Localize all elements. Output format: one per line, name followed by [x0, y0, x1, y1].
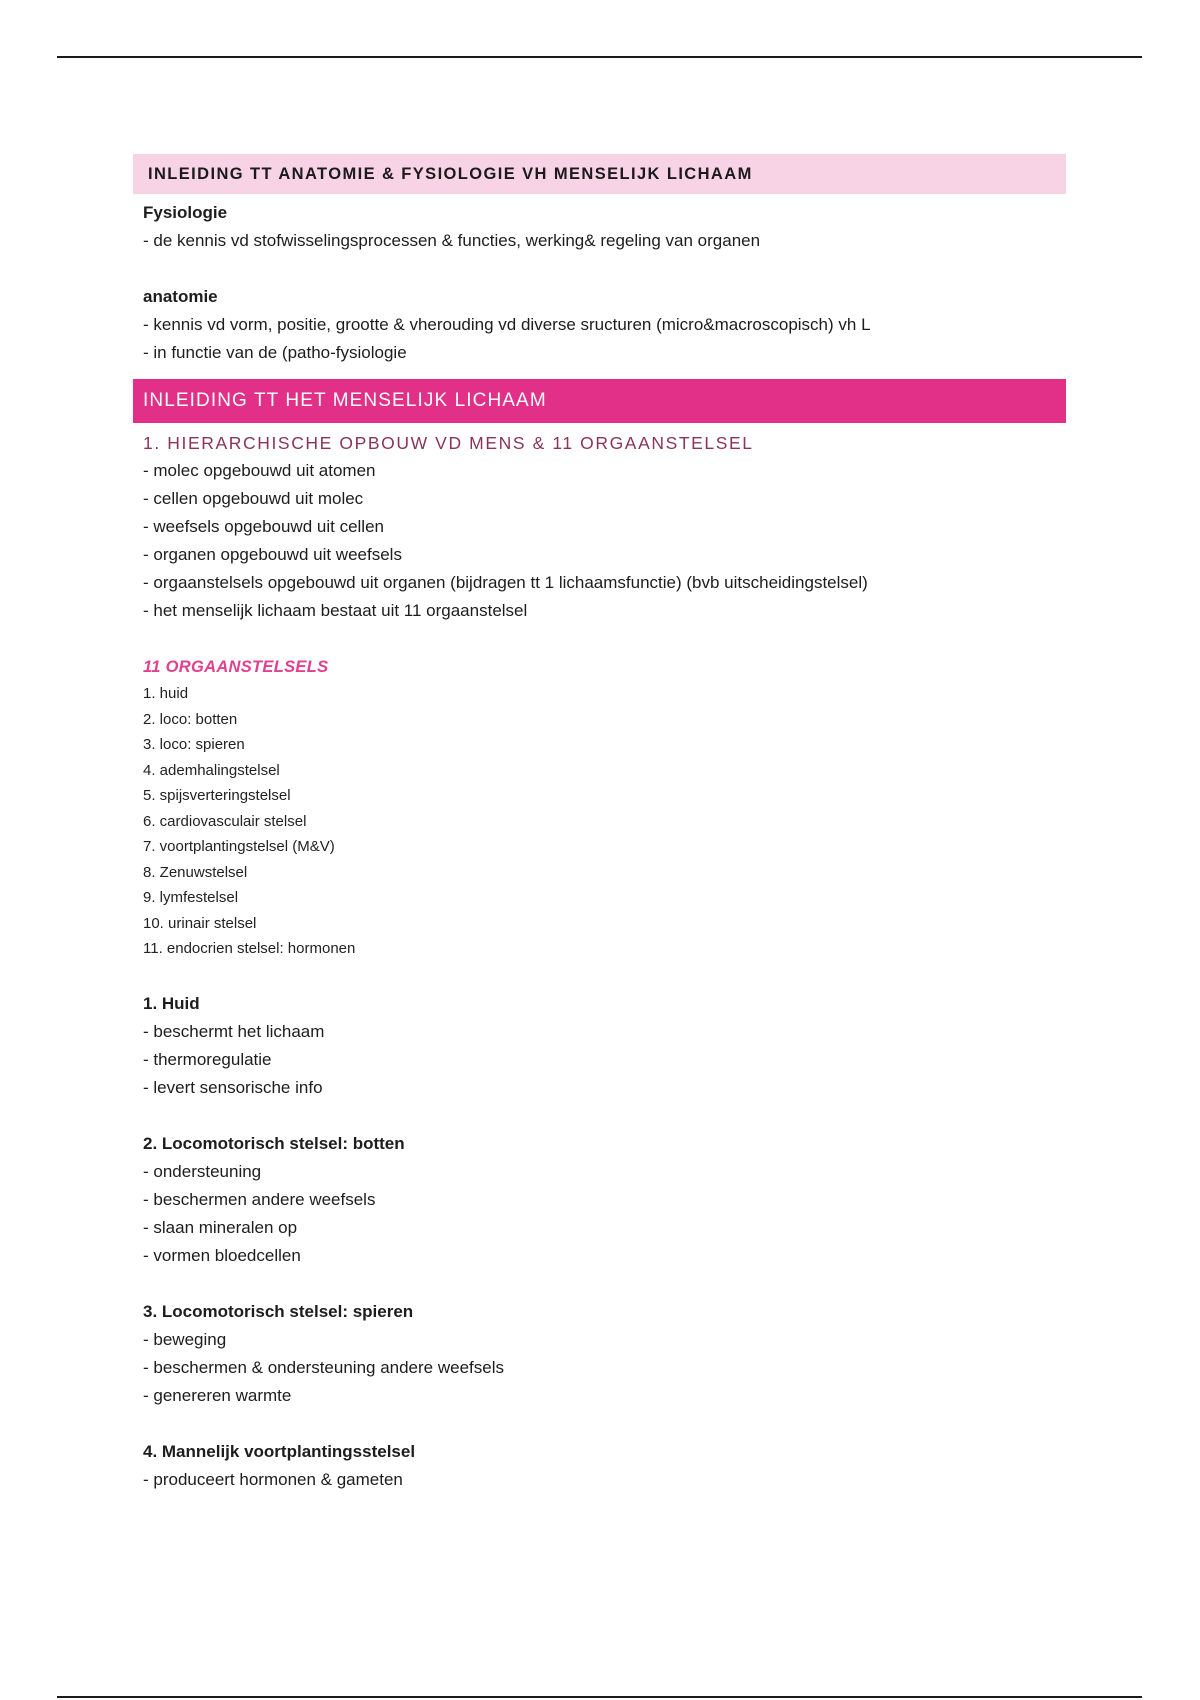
- list-item: 3. loco: spieren: [143, 736, 245, 753]
- list-item: 4. ademhalingstelsel: [143, 761, 280, 779]
- spieren-heading: 3. Locomotorisch stelsel: spieren: [143, 1301, 414, 1321]
- list-item: 11. endocrien stelsel: hormonen: [143, 940, 356, 957]
- list-item: 5. spijsverteringstelsel: [143, 787, 291, 804]
- orgaanstelsels-section: [133, 653, 1066, 962]
- list-item: 10. urinair stelsel: [143, 914, 257, 932]
- botten-heading: 2. Locomotorisch stelsel: botten: [143, 1133, 405, 1153]
- list-item: 2. loco: botten: [143, 710, 238, 728]
- hierarchie-line: - orgaanstelsels opgebouwd uit organen (bijdragen tt 1 lichaamsfunctie) (bvb uitscheidingstelsel): [143, 573, 868, 592]
- anatomie-section: [133, 283, 1066, 367]
- voortplanting-line: - produceert hormonen & gameten: [143, 1469, 403, 1489]
- list-item: 8. Zenuwstelsel: [143, 863, 248, 881]
- section-banner: INLEIDING TT HET MENSELIJK LICHAAM: [133, 379, 1066, 423]
- botten-line: - vormen bloedcellen: [143, 1245, 301, 1265]
- list-item: 6. cardiovasculair stelsel: [143, 812, 307, 830]
- huid-heading: 1. Huid: [143, 993, 200, 1013]
- spieren-line: - beweging: [143, 1329, 227, 1349]
- fysiologie-heading: Fysiologie: [143, 203, 228, 222]
- hierarchie-line: - molec opgebouwd uit atomen: [143, 461, 376, 480]
- fysiologie-section: [133, 199, 1066, 255]
- title-banner: INLEIDING TT ANATOMIE & FYSIOLOGIE VH MENSELIJK LICHAAM: [133, 154, 1066, 194]
- hierarchie-line: - het menselijk lichaam bestaat uit 11 orgaanstelsel: [143, 601, 528, 620]
- botten-line: - beschermen andere weefsels: [143, 1189, 376, 1209]
- spieren-line: - beschermen & ondersteuning andere weefsels: [143, 1357, 504, 1377]
- hierarchie-line: - organen opgebouwd uit weefsels: [143, 545, 402, 564]
- list-item: 1. huid: [143, 685, 189, 702]
- document-body: [133, 154, 1066, 1494]
- botten-line: - slaan mineralen op: [143, 1217, 298, 1237]
- hierarchie-line: - weefsels opgebouwd uit cellen: [143, 517, 384, 536]
- hierarchie-section: [133, 429, 1066, 625]
- voortplanting-section: [133, 1438, 1066, 1494]
- botten-section: [133, 1130, 1066, 1270]
- orgaanstelsels-heading: 11 ORGAANSTELSELS: [143, 658, 329, 676]
- hierarchie-line: - cellen opgebouwd uit molec: [143, 489, 364, 508]
- anatomie-heading: anatomie: [143, 287, 218, 306]
- anatomie-line: - in functie van de (patho-fysiologie: [143, 343, 407, 362]
- spieren-section: [133, 1298, 1066, 1410]
- list-item: 9. lymfestelsel: [143, 889, 239, 906]
- fysiologie-line: - de kennis vd stofwisselingsprocessen & functies, werking& regeling van organen: [143, 231, 761, 250]
- top-rule: [57, 56, 1142, 58]
- huid-section: [133, 990, 1066, 1102]
- spieren-line: - genereren warmte: [143, 1385, 292, 1405]
- voortplanting-heading: 4. Mannelijk voortplantingsstelsel: [143, 1441, 416, 1461]
- huid-line: - thermoregulatie: [143, 1049, 272, 1069]
- botten-line: - ondersteuning: [143, 1161, 262, 1181]
- anatomie-line: - kennis vd vorm, positie, grootte & vherouding vd diverse sructuren (micro&macroscopisch) vh L: [143, 315, 871, 334]
- bottom-rule: [57, 1696, 1142, 1698]
- list-item: 7. voortplantingstelsel (M&V): [143, 838, 335, 855]
- hierarchie-heading: 1. HIERARCHISCHE OPBOUW VD MENS & 11 ORGAANSTELSEL: [143, 433, 754, 453]
- huid-line: - levert sensorische info: [143, 1077, 323, 1097]
- huid-line: - beschermt het lichaam: [143, 1021, 325, 1041]
